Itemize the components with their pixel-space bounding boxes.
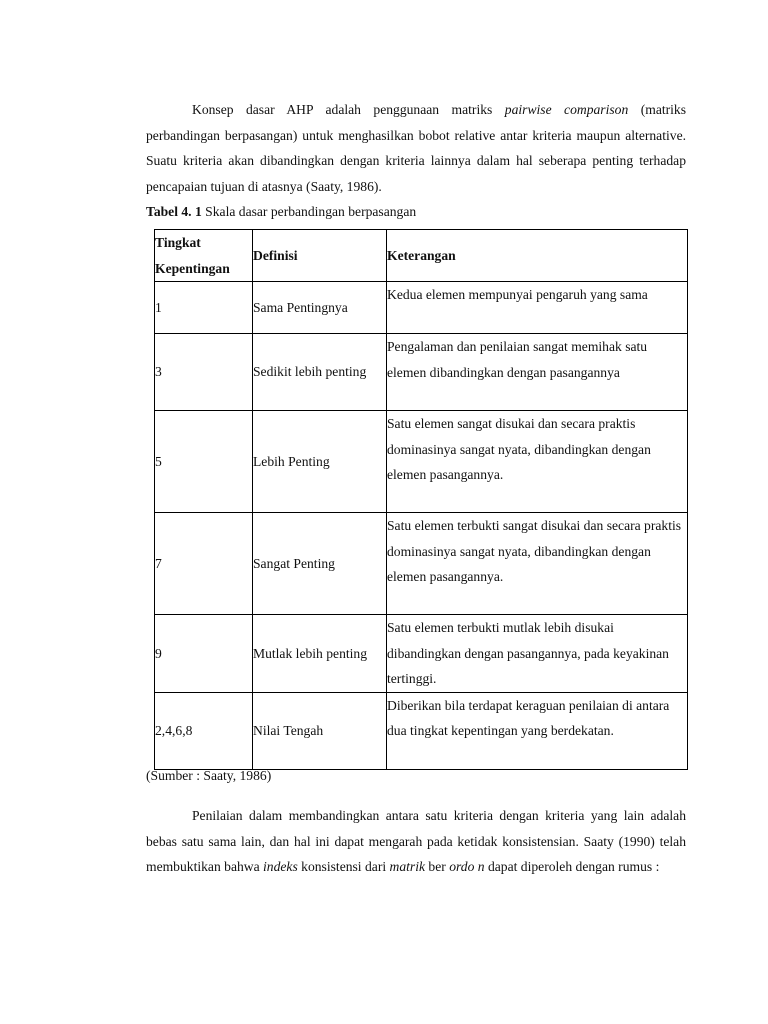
header-tingkat-kepentingan: Tingkat Kepentingan	[155, 230, 253, 282]
cell-definition: Sangat Penting	[253, 513, 387, 615]
cell-description: Pengalaman dan penilaian sangat memihak satu elemen dibandingkan dengan pasangannya	[387, 334, 688, 411]
table-caption-label: Tabel 4. 1	[146, 204, 202, 219]
table-header-row	[155, 230, 688, 282]
cell-level: 7	[155, 513, 253, 615]
cell-description: Satu elemen sangat disukai dan secara praktis dominasinya sangat nyata, dibandingkan dengan elemen pasangannya.	[387, 411, 688, 513]
cell-definition: Sama Pentingnya	[253, 282, 387, 334]
table-row	[155, 334, 688, 411]
table-row	[155, 692, 688, 769]
comparison-scale-table	[154, 229, 688, 770]
body-text-a: Penilaian dalam membandingkan antara satu kriteria dengan kriteria yang lain adalah bebas satu sama lain, dan hal ini dapat mengarah pada ketidak konsistensian. Saaty (1990) telah membuktikan bahwa	[146, 808, 686, 874]
intro-paragraph	[146, 97, 686, 199]
cell-level: 3	[155, 334, 253, 411]
cell-definition: Sedikit lebih penting	[253, 334, 387, 411]
table-source-note: (Sumber : Saaty, 1986)	[146, 768, 272, 783]
table-row	[155, 615, 688, 693]
cell-description: Satu elemen terbukti sangat disukai dan secara praktis dominasinya sangat nyata, dibandingkan dengan elemen pasangannya.	[387, 513, 688, 615]
body-paragraph	[146, 803, 686, 880]
table-caption-title: Skala dasar perbandingan berpasangan	[201, 204, 417, 219]
table-row	[155, 513, 688, 615]
body-text-b: konsistensi dari	[297, 859, 390, 874]
body-text-d: dapat diperoleh dengan rumus :	[484, 859, 660, 874]
cell-level: 9	[155, 615, 253, 693]
body-italic-indeks: indeks	[263, 859, 298, 874]
cell-definition: Lebih Penting	[253, 411, 387, 513]
body-italic-ordo: ordo n	[449, 859, 485, 874]
cell-level: 2,4,6,8	[155, 692, 253, 769]
cell-level: 5	[155, 411, 253, 513]
header-definisi: Definisi	[253, 230, 387, 282]
table-row	[155, 411, 688, 513]
header-keterangan: Keterangan	[387, 230, 688, 282]
cell-definition: Mutlak lebih penting	[253, 615, 387, 693]
cell-description: Diberikan bila terdapat keraguan penilaian di antara dua tingkat kepentingan yang berdekatan.	[387, 692, 688, 769]
table-row	[155, 282, 688, 334]
intro-italic-term: pairwise comparison	[504, 102, 629, 117]
intro-text-b: (matriks perbandingan berpasangan) untuk menghasilkan bobot relative antar kriteria maupun alternative. Suatu kriteria akan dibandingkan dengan kriteria lainnya dalam hal seberapa penting terhadap pencapaian tujuan di atasnya (Saaty, 1986).	[146, 102, 687, 194]
body-text-c: ber	[425, 859, 450, 874]
body-italic-matrik: matrik	[389, 859, 426, 874]
cell-description: Satu elemen terbukti mutlak lebih disukai dibandingkan dengan pasangannya, pada keyakinan tertinggi.	[387, 615, 688, 693]
intro-text-a: Konsep dasar AHP adalah penggunaan matriks	[192, 102, 505, 117]
cell-definition: Nilai Tengah	[253, 692, 387, 769]
cell-description: Kedua elemen mempunyai pengaruh yang sama	[387, 282, 688, 334]
cell-level: 1	[155, 282, 253, 334]
table-caption	[146, 202, 416, 222]
